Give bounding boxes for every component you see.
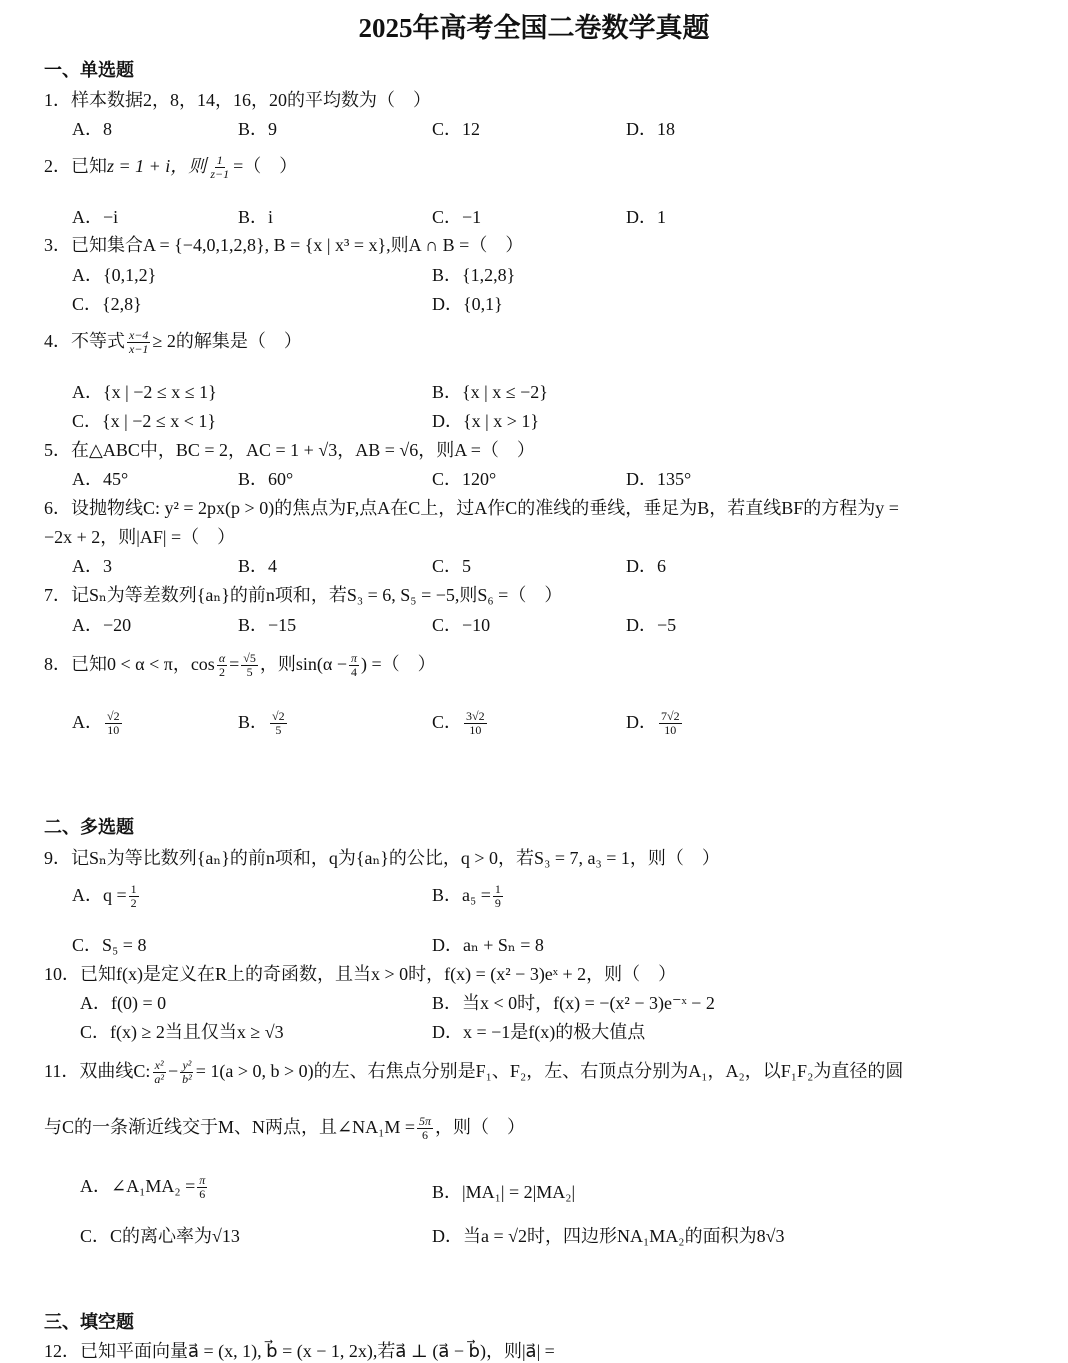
q2-frac-num: 1 xyxy=(216,153,223,168)
q2-stem-pre: 2．已知 xyxy=(44,156,107,176)
question-6-option-d: D．6 xyxy=(626,556,666,576)
q8-a-label: A． xyxy=(72,712,103,732)
question-7-stem: 7．记Sₙ为等差数列{aₙ}的前n项和，若S₃ = 6, S₅ = −5,则S₆ =（ ） xyxy=(44,585,563,605)
question-2-option-c: C．−1 xyxy=(432,207,482,227)
q8-f1-num: α xyxy=(218,651,226,666)
q11-f1-num: x² xyxy=(154,1058,164,1073)
q2-frac-den: z−1 xyxy=(210,167,230,182)
q11-fraction-3 xyxy=(417,1115,433,1142)
q8-stem-mid: = xyxy=(229,654,240,674)
q8-stem-post: ) =（ ） xyxy=(361,654,436,674)
q9-a-label: A．q = xyxy=(72,885,127,905)
section-heading-fill-in: 三、填空题 xyxy=(44,1312,134,1332)
question-4-option-b: B．{x | x ≤ −2} xyxy=(432,382,548,402)
q11-f2-num: y² xyxy=(182,1058,192,1073)
question-5-option-d: D．135° xyxy=(626,469,692,489)
section-heading-single-choice: 一、单选题 xyxy=(44,60,134,80)
q9-b-fraction xyxy=(493,883,503,910)
question-9-option-c: C．S₅ = 8 xyxy=(72,935,147,955)
question-9-option-b xyxy=(432,881,505,910)
question-2-option-a: A．−i xyxy=(72,207,119,227)
q8-c-label: C． xyxy=(432,712,463,732)
q8-d-label: D． xyxy=(626,712,657,732)
question-6-stem-line2: −2x + 2，则|AF| =（ ） xyxy=(44,527,236,547)
q4-fraction xyxy=(127,329,150,356)
q8-d-num: 7√2 xyxy=(661,709,680,724)
q11-f1-den: a² xyxy=(154,1072,164,1087)
question-4-stem xyxy=(44,327,302,356)
q9-b-num: 1 xyxy=(494,882,501,897)
question-10-option-c: C．f(x) ≥ 2当且仅当x ≥ √3 xyxy=(80,1022,284,1042)
q8-fraction-1 xyxy=(217,652,227,679)
question-10-option-d: D．x = −1是f(x)的极大值点 xyxy=(432,1022,646,1042)
question-6-option-a: A．3 xyxy=(72,556,112,576)
q11-a-label: A．∠A₁MA₂ = xyxy=(80,1176,196,1196)
question-4-option-a: A．{x | −2 ≤ x ≤ 1} xyxy=(72,382,217,402)
question-9-option-a xyxy=(72,881,141,910)
question-4-option-c: C．{x | −2 ≤ x < 1} xyxy=(72,411,217,431)
question-3-option-d: D．{0,1} xyxy=(432,294,503,314)
q4-frac-num: x−4 xyxy=(129,328,149,343)
question-11-option-c: C．C的离心率为√13 xyxy=(80,1226,240,1246)
q11-f3-num: 5π xyxy=(419,1114,432,1129)
question-3-option-a: A．{0,1,2} xyxy=(72,265,157,285)
question-5-option-a: A．45° xyxy=(72,469,129,489)
question-1-option-b: B．9 xyxy=(238,119,278,139)
q11-a-fraction xyxy=(197,1174,207,1201)
q8-d-den: 10 xyxy=(664,723,677,738)
question-4-option-d: D．{x | x > 1} xyxy=(432,411,540,431)
question-9-option-d: D．aₙ + Sₙ = 8 xyxy=(432,935,544,955)
q8-c-den: 10 xyxy=(469,723,482,738)
q8-f2-den: 5 xyxy=(246,665,253,680)
question-7-option-a: A．−20 xyxy=(72,615,132,635)
q11-a-num: π xyxy=(199,1173,206,1188)
q8-a-num: √2 xyxy=(107,709,120,724)
question-1-stem: 1．样本数据2，8，14，16，20的平均数为（ ） xyxy=(44,90,431,110)
question-3-stem: 3．已知集合A = {−4,0,1,2,8}, B = {x | x³ = x},则A ∩ B =（ ） xyxy=(44,235,524,255)
question-11-stem-line2 xyxy=(44,1113,525,1142)
q8-c-num: 3√2 xyxy=(466,709,485,724)
q8-d-fraction xyxy=(659,710,682,737)
question-7-option-d: D．−5 xyxy=(626,615,677,635)
question-8-option-a xyxy=(72,708,124,737)
q9-b-den: 9 xyxy=(494,896,501,911)
q8-a-fraction xyxy=(105,710,122,737)
question-10-option-b: B．当x < 0时，f(x) = −(x² − 3)e⁻ˣ − 2 xyxy=(432,993,715,1013)
q9-a-num: 1 xyxy=(130,882,137,897)
q2-fraction xyxy=(208,154,231,181)
question-5-option-b: B．60° xyxy=(238,469,294,489)
question-7-option-b: B．−15 xyxy=(238,615,297,635)
q11-f3-den: 6 xyxy=(422,1128,429,1143)
question-11-option-b: B．|MA₁| = 2|MA₂| xyxy=(432,1182,576,1202)
page-title: 2025年高考全国二卷数学真题 xyxy=(358,13,710,43)
q9-a-fraction xyxy=(129,883,139,910)
q4-frac-den: x−1 xyxy=(129,342,149,357)
question-2-stem xyxy=(44,152,297,181)
question-12-stem: 12．已知平面向量a⃗ = (x, 1), b⃗ = (x − 1, 2x),若a⃗ ⊥ (a⃗ − b⃗)，则|a⃗| = xyxy=(44,1341,555,1361)
q11-fraction-2 xyxy=(180,1059,194,1086)
q4-stem-post: ≥ 2的解集是（ ） xyxy=(152,331,302,351)
q8-fraction-2 xyxy=(241,652,258,679)
q8-f3-den: 4 xyxy=(350,665,357,680)
q4-stem-pre: 4．不等式 xyxy=(44,331,125,351)
question-2-option-d: D．1 xyxy=(626,207,666,227)
q11-a-den: 6 xyxy=(199,1187,206,1202)
question-11-stem-line1 xyxy=(44,1057,903,1086)
question-6-stem-line1: 6．设抛物线C: y² = 2px(p > 0)的焦点为F,点A在C上，过A作C的准线的垂线，垂足为B，若直线BF的方程为y = xyxy=(44,498,899,518)
q8-stem-pre: 8．已知0 < α < π，cos xyxy=(44,654,215,674)
q8-b-num: √2 xyxy=(272,709,285,724)
question-8-option-b xyxy=(238,708,289,737)
question-10-option-a: A．f(0) = 0 xyxy=(80,993,167,1013)
q8-f3-num: π xyxy=(350,651,357,666)
question-7-option-c: C．−10 xyxy=(432,615,491,635)
q2-stem-mid: z = 1 + i，则 xyxy=(107,156,207,176)
q11-minus: − xyxy=(167,1061,179,1081)
q8-c-fraction xyxy=(464,710,487,737)
question-5-stem: 5．在△ABC中，BC = 2，AC = 1 + √3，AB = √6，则A =（ ） xyxy=(44,440,535,460)
q11-stem2-pre: 与C的一条渐近线交于M、N两点，且∠NA₁M = xyxy=(44,1117,416,1137)
q8-f2-num: √5 xyxy=(243,651,256,666)
q8-stem-mid2: ，则sin(α − xyxy=(259,654,347,674)
q9-b-label: B．a₅ = xyxy=(432,885,491,905)
question-8-stem xyxy=(44,650,436,679)
question-1-option-c: C．12 xyxy=(432,119,481,139)
q8-f1-den: 2 xyxy=(218,665,225,680)
question-3-option-b: B．{1,2,8} xyxy=(432,265,516,285)
q8-b-den: 5 xyxy=(275,723,282,738)
q8-fraction-3 xyxy=(349,652,359,679)
question-3-option-c: C．{2,8} xyxy=(72,294,142,314)
q9-a-den: 2 xyxy=(130,896,137,911)
question-1-option-d: D．18 xyxy=(626,119,675,139)
question-8-option-d xyxy=(626,708,684,737)
q11-stem1-pre: 11．双曲线C: xyxy=(44,1061,151,1081)
question-11-option-a xyxy=(80,1172,209,1201)
question-6-option-b: B．4 xyxy=(238,556,278,576)
q11-fraction-1 xyxy=(152,1059,166,1086)
question-6-option-c: C．5 xyxy=(432,556,472,576)
question-10-stem: 10．已知f(x)是定义在R上的奇函数，且当x > 0时，f(x) = (x² − 3)eˣ + 2，则（ ） xyxy=(44,964,677,984)
question-9-stem: 9．记Sₙ为等比数列{aₙ}的前n项和，q为{aₙ}的公比，q > 0，若S₃ = 7, a₃ = 1，则（ ） xyxy=(44,848,720,868)
q8-b-label: B． xyxy=(238,712,269,732)
q11-stem1-post: = 1(a > 0, b > 0)的左、右焦点分别是F₁、F₂，左、右顶点分别为A₁，A₂，以F₁F₂为直径的圆 xyxy=(195,1061,904,1081)
question-8-option-c xyxy=(432,708,489,737)
question-1-option-a: A．8 xyxy=(72,119,112,139)
question-2-option-b: B．i xyxy=(238,207,274,227)
q2-stem-post: =（ ） xyxy=(233,156,298,176)
q11-stem2-post: ，则（ ） xyxy=(435,1117,526,1137)
q8-a-den: 10 xyxy=(107,723,120,738)
section-heading-multiple-choice: 二、多选题 xyxy=(44,817,134,837)
question-5-option-c: C．120° xyxy=(432,469,497,489)
q11-f2-den: b² xyxy=(182,1072,192,1087)
q8-b-fraction xyxy=(270,710,287,737)
question-11-option-d: D．当a = √2时，四边形NA₁MA₂的面积为8√3 xyxy=(432,1226,785,1246)
